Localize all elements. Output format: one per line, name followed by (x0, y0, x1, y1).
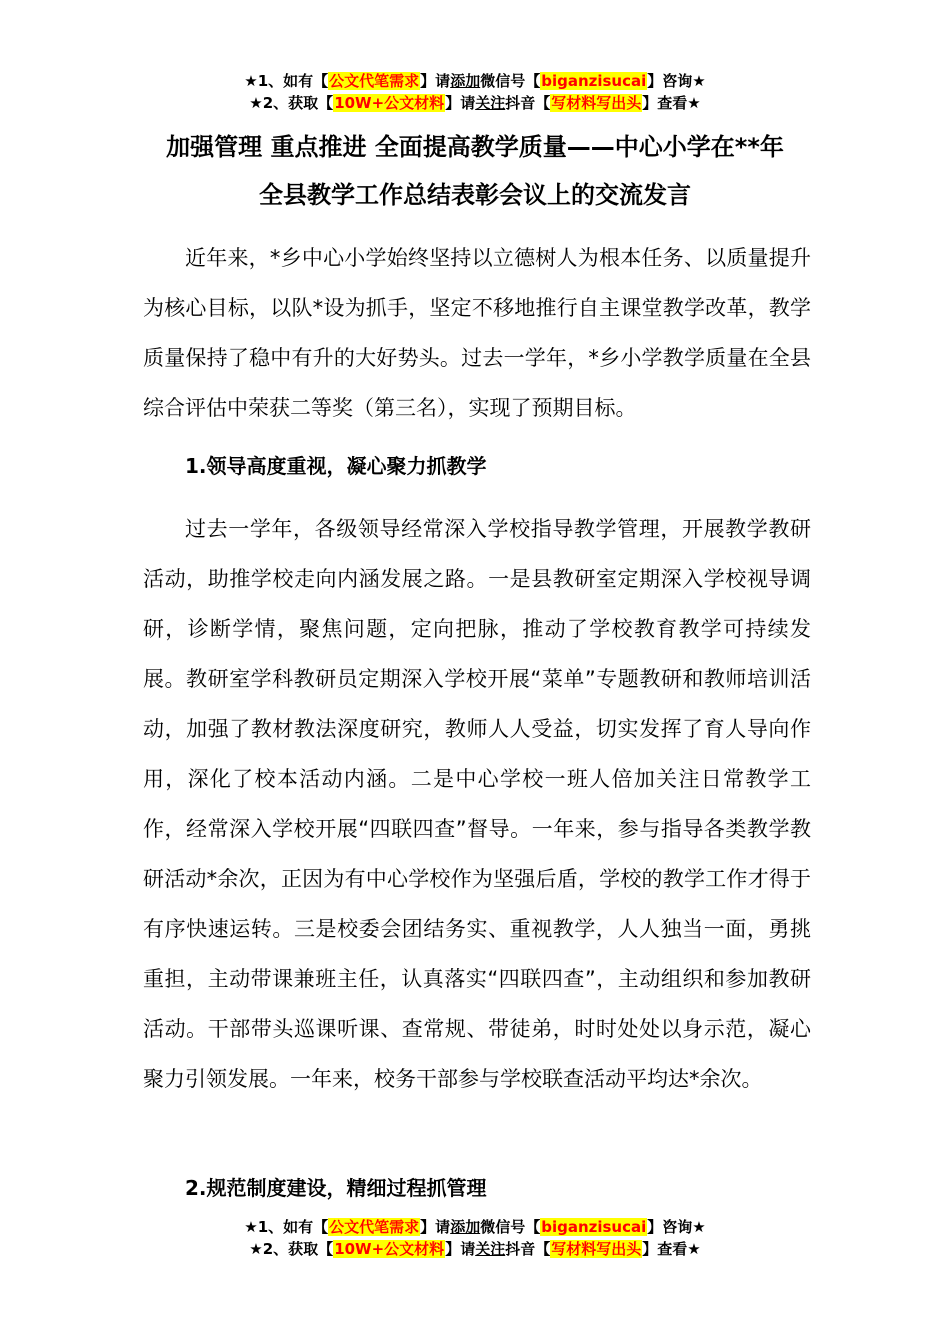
promo-banner-bottom (0, 1216, 950, 1260)
promo-line-1: ★1、如有【公文代笔需求】请添加微信号【biganzisucai】咨询★ (244, 1218, 706, 1236)
promo-highlight: 写材料写出头 (551, 94, 642, 112)
promo-highlight: 写材料写出头 (551, 1240, 642, 1258)
promo-highlight: biganzisucai (541, 72, 647, 90)
promo-line-2: ★2、获取【10W+公文材料】请关注抖音【写材料写出头】查看★ (249, 1240, 701, 1258)
promo-line-1: ★1、如有【公文代笔需求】请添加微信号【biganzisucai】咨询★ (244, 72, 706, 90)
paragraph-intro: 近年来，*乡中心小学始终坚持以立德树人为根本任务、以质量提升为核心目标，以队*设为抓手，坚定不移地推行自主课堂教学改革，教学质量保持了稳中有升的大好势头。过去一学年，*乡小学教学质量在全县综合评估中荣获二等奖（第三名），实现了预期目标。 (143, 246, 811, 420)
promo-banner-top (0, 70, 950, 114)
section-heading-1: 1.领导高度重视，凝心聚力抓教学 (185, 454, 487, 478)
promo-highlight: 公文代笔需求 (329, 1218, 420, 1236)
paragraph-section-1: 过去一学年，各级领导经常深入学校指导教学管理，开展教学教研活动，助推学校走向内涵发展之路。一是县教研室定期深入学校视导调研，诊断学情，聚焦问题，定向把脉，推动了学校教育教学可持续发展。教研室学科教研员定期深入学校开展“菜单”专题教研和教师培训活动，加强了教材教法深度研究，教师人人受益，切实发挥了育人导向作用，深化了校本活动内涵。二是中心学校一班人倍加关注日常教学工作，经常深入学校开展“四联四查”督导。一年来，参与指导各类教学教研活动*余次，正因为有中心学校作为坚强后盾，学校的教学工作才得于有序快速运转。三是校委会团结务实、重视教学，人人独当一面，勇挑重担，主动带课兼班主任，认真落实“四联四查”，主动组织和参加教研活动。干部带头巡课听课、查常规、带徒弟，时时处处以身示范，凝心聚力引领发展。一年来，校务干部参与学校联查活动平均达*余次。 (143, 517, 811, 1091)
promo-highlight: 10W+公文材料 (334, 94, 445, 112)
promo-highlight: biganzisucai (541, 1218, 647, 1236)
promo-highlight: 公文代笔需求 (329, 72, 420, 90)
section-heading-2: 2.规范制度建设，精细过程抓管理 (185, 1176, 487, 1200)
document-title-line-2: 全县教学工作总结表彰会议上的交流发言 (259, 181, 691, 209)
promo-line-2: ★2、获取【10W+公文材料】请关注抖音【写材料写出头】查看★ (249, 94, 701, 112)
document-title-line-1: 加强管理 重点推进 全面提高教学质量——中心小学在**年 (166, 133, 784, 161)
promo-highlight: 10W+公文材料 (334, 1240, 445, 1258)
